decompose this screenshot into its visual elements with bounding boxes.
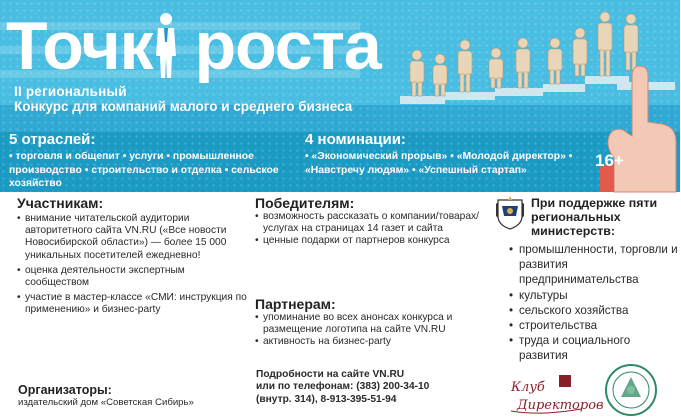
- partners-list: [255, 312, 485, 349]
- list-item: • возможность рассказать о компании/товарах/услугах на страницах 14 газет и сайта: [255, 211, 485, 235]
- nominations-list: • «Экономический прорыв» • «Молодой директор» • «Навстречу людям» • «Успешный стартап»: [305, 151, 573, 176]
- participants-heading: Участникам:: [17, 195, 104, 211]
- pointing-hand-icon: [600, 62, 680, 192]
- list-item: • активность на бизнес-party: [255, 336, 485, 348]
- winners-heading: Победителям:: [255, 195, 355, 211]
- age-rating-badge: 16+: [595, 151, 624, 170]
- list-item: • культуры: [509, 288, 679, 303]
- svg-text:Директоров: Директоров: [517, 398, 604, 413]
- subtitle: Конкурс для компаний малого и среднего бизнеса: [14, 99, 353, 114]
- nominations-heading: 4 номинации:: [305, 131, 406, 148]
- association-logo: [602, 363, 660, 417]
- participants-list: [17, 213, 247, 317]
- participants-section: [17, 195, 247, 320]
- title-word-2: роста: [194, 8, 381, 84]
- support-heading: При поддержке пяти региональных министерств:: [531, 196, 658, 238]
- list-item: • сельского хозяйства: [509, 303, 679, 318]
- winners-section: [255, 195, 485, 248]
- header-banner: [0, 0, 680, 192]
- sectors-heading: 5 отраслей:: [9, 131, 96, 148]
- list-item: • строительства: [509, 318, 679, 333]
- organizers-text: издательский дом «Советская Сибирь»: [18, 397, 194, 408]
- list-item: • оценка деятельности экспертным сообществом: [17, 265, 247, 289]
- organizers-section: [18, 383, 248, 409]
- contest-title: [6, 6, 381, 84]
- title-word-1: Точк: [6, 8, 153, 84]
- list-item: • упоминание во всех анонсах конкурса и размещение логотипа на сайте VN.RU: [255, 312, 485, 336]
- contacts-block: [256, 369, 496, 406]
- list-item: • промышленности, торговли и развития предпринимательства: [509, 242, 679, 288]
- man-figure-icon: [154, 12, 178, 78]
- list-item: • участие в мастер-классе «СМИ: инструкция по применению» и бизнес-party: [17, 292, 247, 316]
- contacts-line: Подробности на сайте VN.RU: [256, 369, 405, 380]
- coat-of-arms-icon: [495, 196, 525, 230]
- svg-text:Клуб: Клуб: [511, 380, 545, 395]
- ministries-list: [509, 242, 679, 364]
- edition-label: II региональный: [14, 84, 127, 99]
- list-item: • труда и социального развития: [509, 333, 679, 363]
- contacts-line: или по телефонам: (383) 200-34-10: [256, 381, 430, 393]
- list-item: • ценные подарки от партнеров конкурса: [255, 235, 485, 247]
- partners-heading: Партнерам:: [255, 296, 336, 312]
- list-item: • внимание читательской аудитории авторитетного сайта VN.RU («Все новости Новосибирской области») — более 15 000 уникальных посетителей ежедневно!: [17, 213, 247, 262]
- sectors-list: • торговля и общепит • услуги • промышленное производство • строительство и отделка • сельское хозяйство: [9, 151, 279, 189]
- organizers-heading: Организаторы:: [18, 383, 112, 397]
- club-directors-logo: [505, 373, 604, 415]
- winners-list: [255, 211, 485, 248]
- partners-section: [255, 296, 485, 349]
- contacts-line: (внутр. 314), 8-913-395-51-94: [256, 393, 397, 405]
